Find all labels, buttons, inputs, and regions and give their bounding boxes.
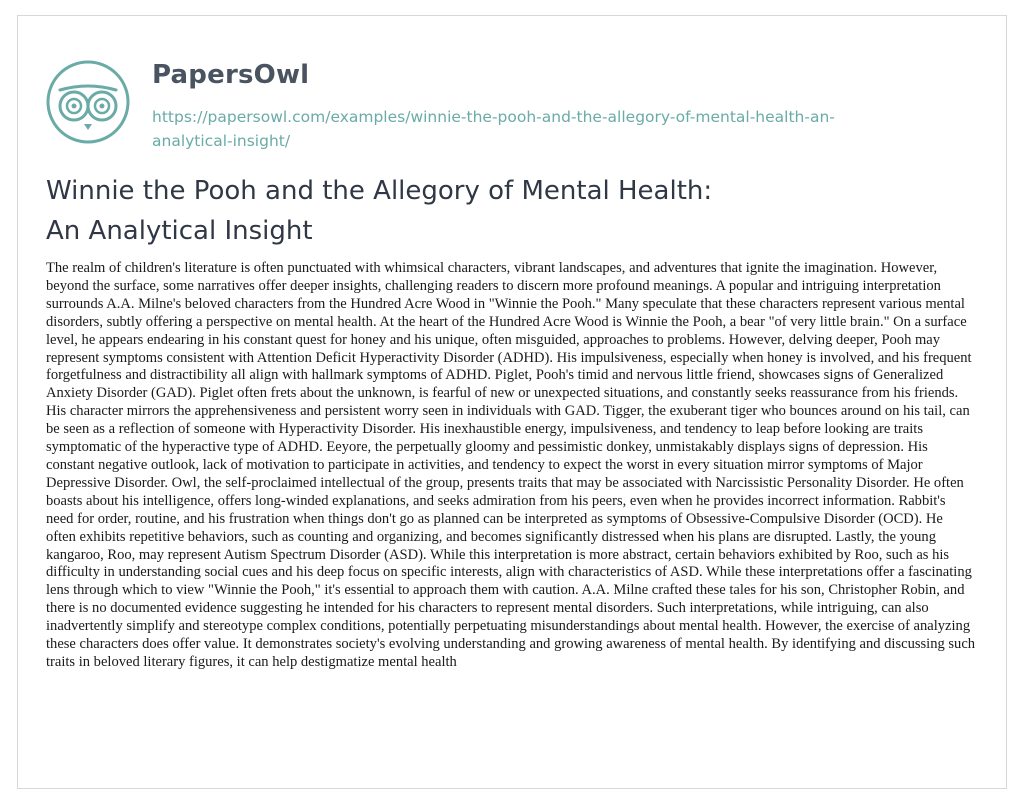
article-body: The realm of children's literature is often punctuated with whimsical characters, vibrant landscapes, and adventures that ignite the imagination. However, beyond the surface, some narratives offer deeper insights, challenging readers to discern more profound meanings. A popular and intriguing interpretation surrounds A.A. Milne's beloved characters from the Hundred Acre Wood in "Winnie the Pooh." Many speculate that these characters represent various mental disorders, subtly offering a perspective on mental health. At the heart of the Hundred Acre Wood is Winnie the Pooh, a bear "of very little brain." On a surface level, he appears endearing in his constant quest for honey and his unique, often misguided, approaches to problems. However, delving deeper, Pooh may represent symptoms consistent with Attention Deficit Hyperactivity Disorder (ADHD). His impulsiveness, especially when honey is involved, and his frequent forgetfulness and distractibility all align with hallmark symptoms of ADHD. Piglet, Pooh's timid and nervous little friend, showcases signs of Generalized Anxiety Disorder (GAD). Piglet often frets about the unknown, is fearful of new or unexpected situations, and constantly seeks reassurance from his friends. His character mirrors the apprehensiveness and persistent worry seen in individuals with GAD. Tigger, the exuberant tiger who bounces around on his tail, can be seen as a reflection of someone with Hyperactivity Disorder. His inexhaustible energy, impulsiveness, and tendency to leap before looking are traits symptomatic of the hyperactive type of ADHD. Eeyore, the perpetually gloomy and pessimistic donkey, unmistakably displays signs of depression. His constant negative outlook, lack of motivation to participate in activities, and tendency to expect the worst in every situation mirror symptoms of Major Depressive Disorder. Owl, the self-proclaimed intellectual of the group, presents traits that may be associated with Narcissistic Personality Disorder. He often boasts about his intelligence, offers long-winded explanations, and seeks admiration from his peers, even when he provides incorrect information. Rabbit's need for order, routine, and his frustration when things don't go as planned can be interpreted as symptoms of Obsessive-Compulsive Disorder (OCD). He often exhibits repetitive behaviors, such as counting and organizing, and becomes significantly distressed when his plans are disrupted. Lastly, the young kangaroo, Roo, may represent Autism Spectrum Disorder (ASD). While this interpretation is more abstract, certain behaviors exhibited by Roo, such as his difficulty in understanding social cues and his deep focus on specific interests, align with characteristics of ASD. While these interpretations offer a fascinating lens through which to view "Winnie the Pooh," it's essential to approach them with caution. A.A. Milne crafted these tales for his son, Christopher Robin, and there is no documented evidence suggesting he intended for his characters to represent mental disorders. Such interpretations, while intriguing, can also inadvertently simplify and stereotype complex conditions, potentially perpetuating misunderstandings about mental health. However, the exercise of analyzing these characters does offer value. It demonstrates society's evolving understanding and growing awareness of mental health. By identifying and discussing such traits in beloved literary figures, it can help destigmatize mental health [46, 260, 976, 670]
source-url-link[interactable] [152, 105, 952, 153]
page-title [46, 171, 976, 251]
page-title-line-2: An Analytical Insight [46, 216, 313, 246]
owl-eyes-logo-icon [46, 60, 130, 144]
source-url-line-1: https://papersowl.com/examples/winnie-the-pooh-and-the-allegory-of-mental-health-an- [152, 108, 835, 126]
brand-header [46, 58, 976, 158]
source-url-line-2: analytical-insight/ [152, 132, 291, 150]
brand-name: PapersOwl [152, 60, 310, 90]
page-title-line-1: Winnie the Pooh and the Allegory of Mental Health: [46, 176, 713, 206]
